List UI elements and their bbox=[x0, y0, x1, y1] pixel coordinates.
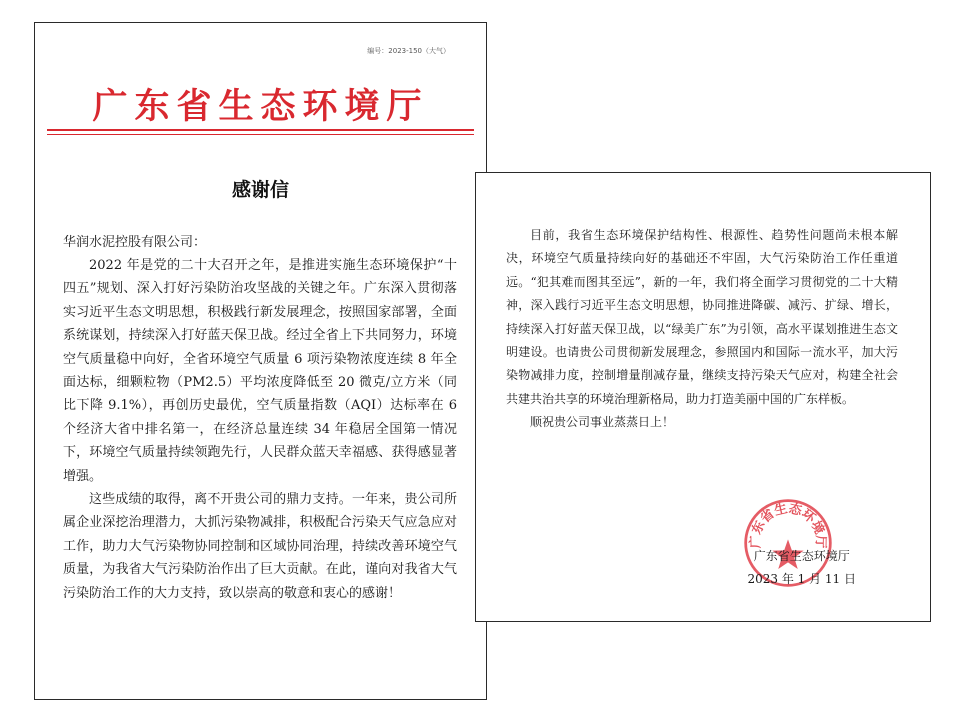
letter-page-2 bbox=[475, 172, 931, 622]
signature-organization: 广东省生态环境厅 bbox=[753, 549, 850, 563]
red-header-rule bbox=[47, 129, 474, 131]
signature-block bbox=[747, 545, 856, 591]
body-paragraph: 2022 年是党的二十大召开之年，是推进实施生态环境保护“十四五”规划、深入打好污染防治攻坚战的关键之年。广东深入贯彻落实习近平生态文明思想，积极践行新发展理念，按照国家部署，全面系统谋划，持续深入打好蓝天保卫战。经过全省上下共同努力，环境空气质量稳中向好，全省环境空气质量 6 项污染物浓度连续 8 年全面达标，细颗粒物（PM2.5）平均浓度降低至 20 微克/立方米（同比下降 9.1%），再创历史最优，空气质量指数（AQI）达标率在 6 个经济大省中排名第一，在经济总量连续 34 年稳居全国第一情况下，环境空气质量持续领跑先行，人民群众蓝天幸福感、获得感显著增强。 bbox=[63, 258, 457, 484]
signature-date: 2023 年 1 月 11 日 bbox=[747, 572, 856, 586]
letter-body-page-1 bbox=[63, 254, 457, 605]
letter-body-page-2 bbox=[506, 224, 898, 435]
letter-title: 感谢信 bbox=[231, 179, 289, 201]
seal-text: 广东省生态环境厅 bbox=[748, 501, 828, 549]
body-paragraph: 目前，我省生态环境保护结构性、根源性、趋势性问题尚未根本解决，环境空气质量持续向好的基础还不牢固，大气污染防治工作任重道远。“犯其难而图其至远”，新的一年，我们将全面学习贯彻党的二十大精神，深入践行习近平生态文明思想，协同推进降碳、减污、扩绿、增长，持续深入打好蓝天保卫战，以“绿美广东”为引领，高水平谋划推进生态文明建设。也请贵公司贯彻新发展理念，参照国内和国际一流水平，加大污染物减排力度，控制增量削减存量，继续支持污染天气应对，构建全社会共建共治共享的环境治理新格局，助力打造美丽中国的广东样板。 bbox=[506, 228, 898, 406]
body-paragraph: 这些成绩的取得，离不开贵公司的鼎力支持。一年来，贵公司所属企业深挖治理潜力，大抓污染物减排，积极配合污染天气应急应对工作，助力大气污染物协同控制和区域协同治理，持续改善环境空气质量，为我省大气污染防治作出了巨大贡献。在此，谨向对我省大气污染防治工作的大力支持，致以崇高的敬意和衷心的感谢！ bbox=[63, 492, 457, 601]
salutation: 华润水泥控股有限公司： bbox=[63, 235, 207, 250]
letter-page-1 bbox=[34, 22, 487, 700]
closing-line: 顺祝贵公司事业蒸蒸日上！ bbox=[530, 415, 675, 430]
document-number: 编号：2023-150（大气） bbox=[367, 47, 450, 55]
red-header-rule-thin bbox=[47, 134, 474, 135]
issuing-organization-title: 广东省生态环境厅 bbox=[92, 86, 429, 127]
